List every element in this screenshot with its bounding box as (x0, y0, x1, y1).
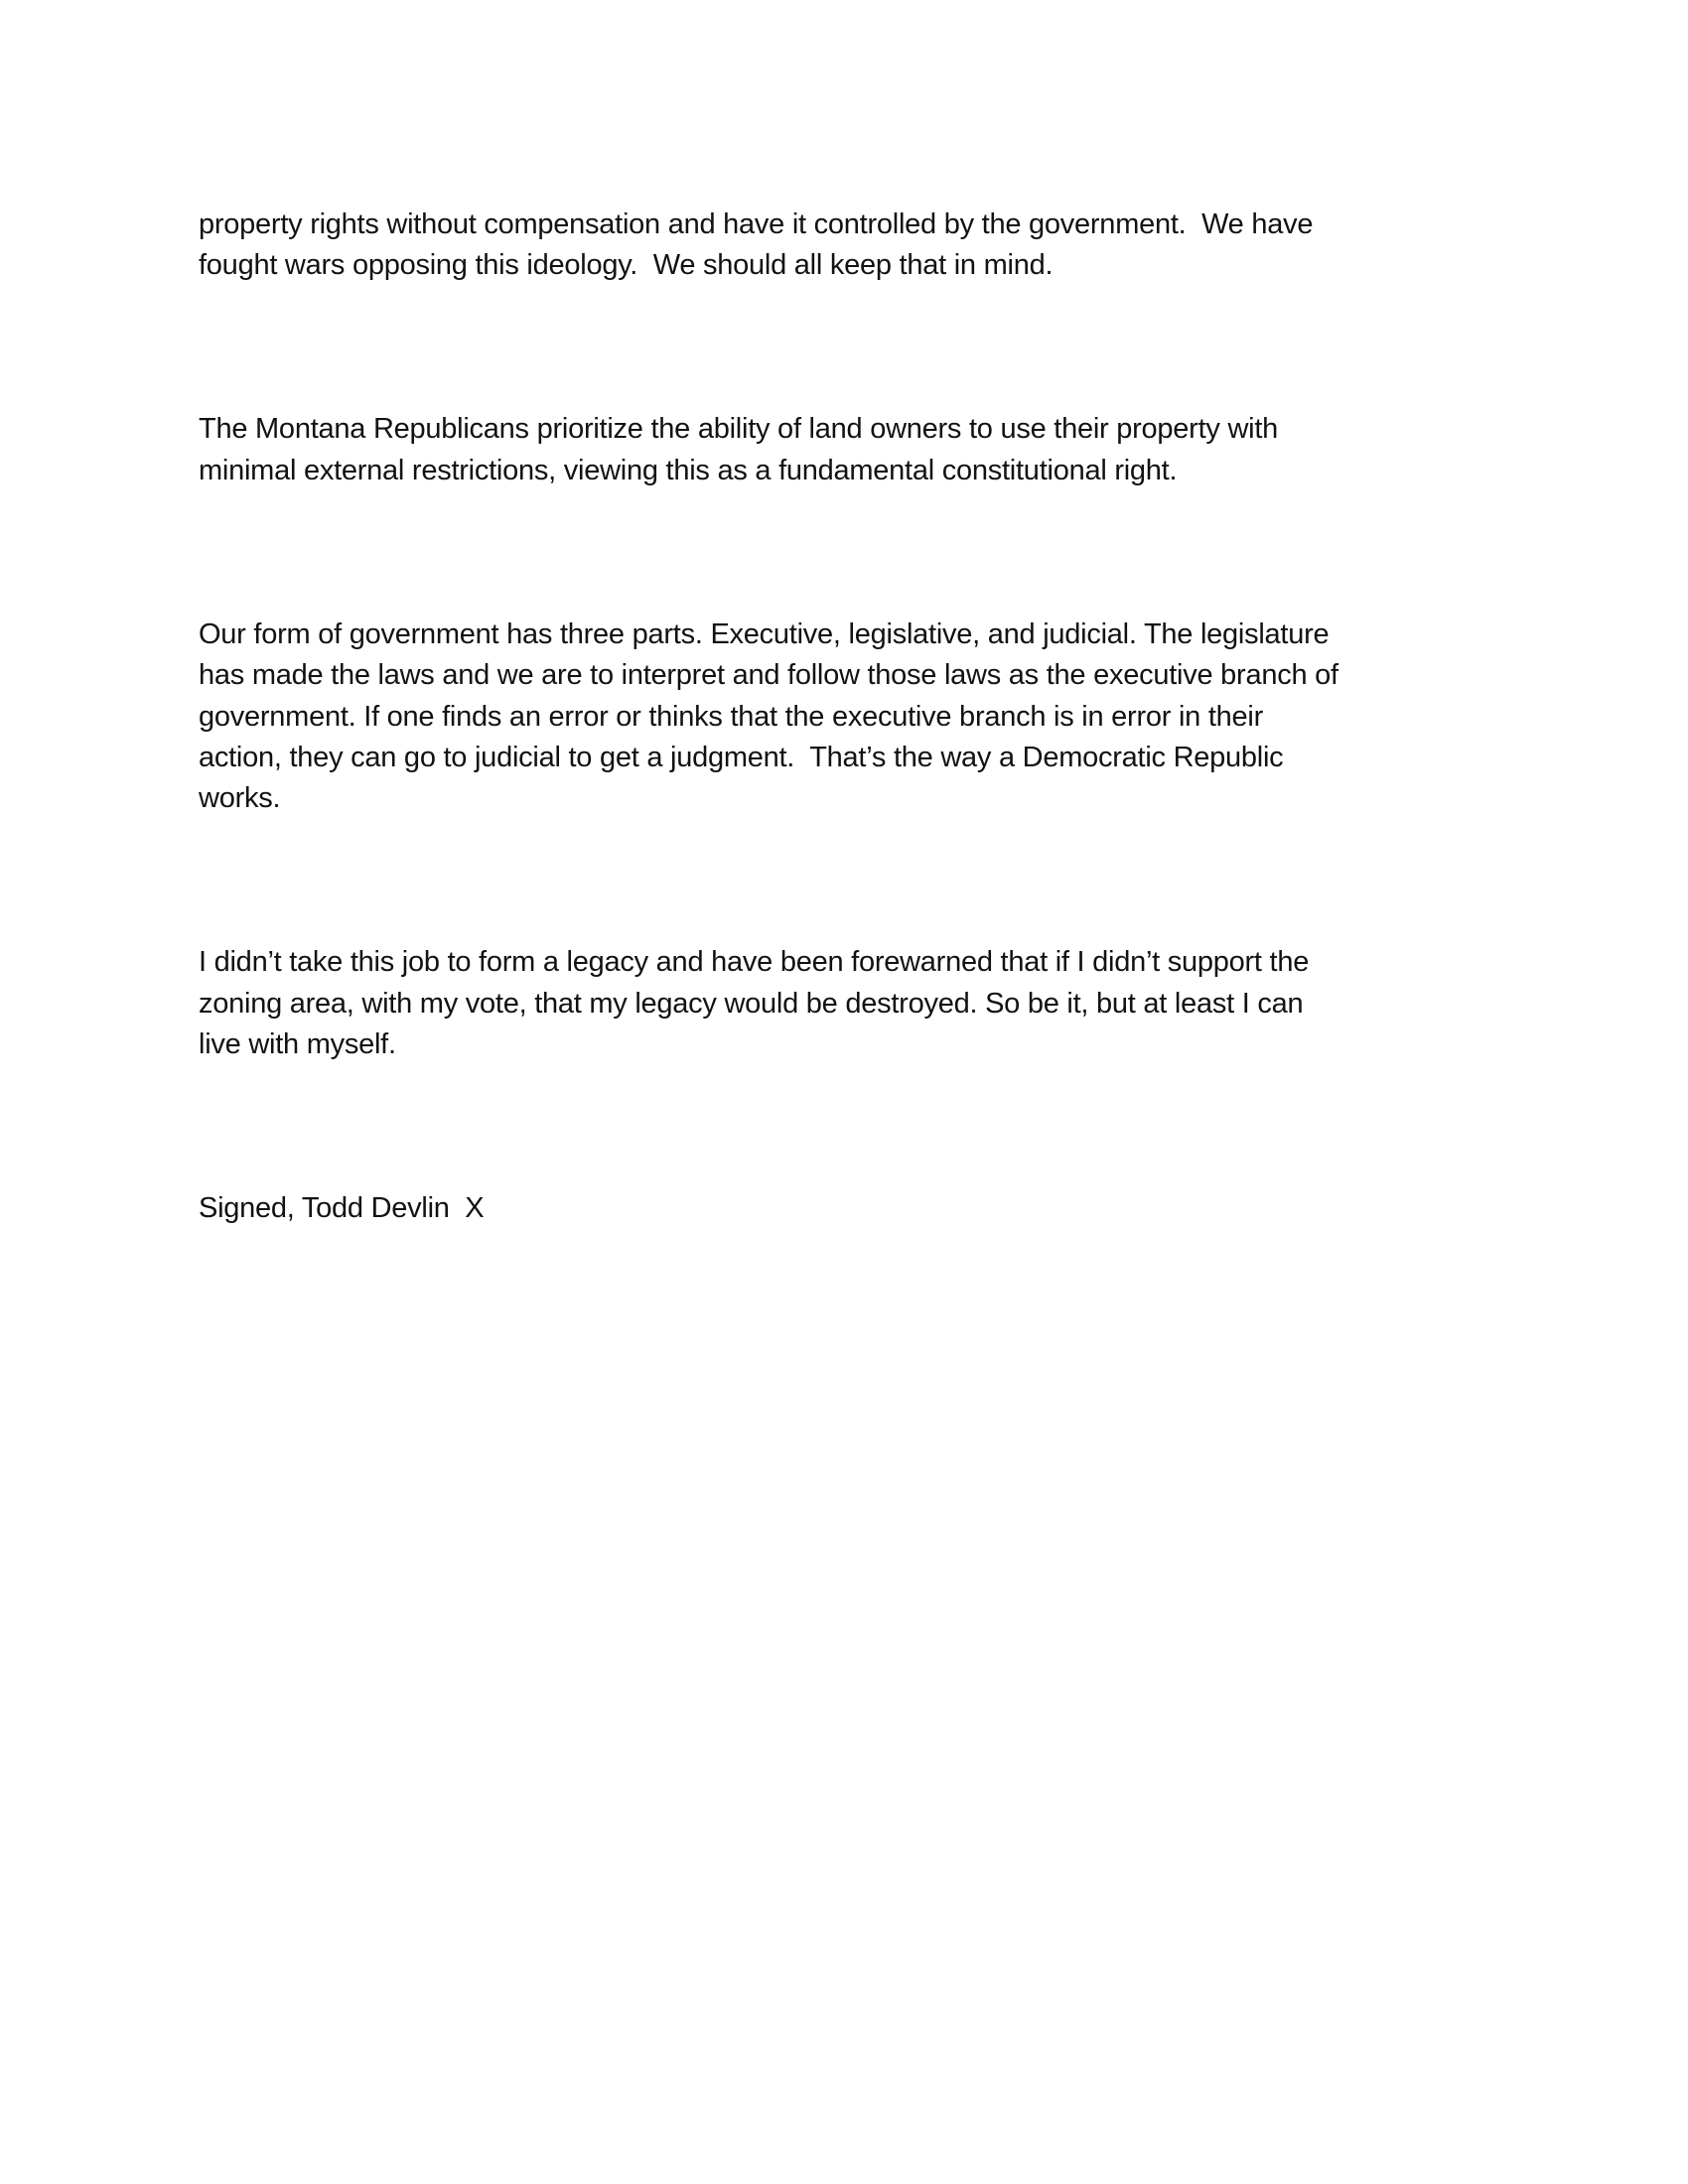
text-line: live with myself. (199, 1027, 396, 1060)
document-body (199, 205, 1589, 1229)
text-line: zoning area, with my vote, that my legacy would be destroyed. So be it, but at least I can (199, 987, 1304, 1020)
text-line: Our form of government has three parts. Executive, legislative, and judicial. The legislature (199, 617, 1330, 650)
paragraph-legacy (199, 942, 1589, 1065)
text-line: The Montana Republicans prioritize the ability of land owners to use their property with (199, 413, 1279, 446)
paragraph-property-rights (199, 205, 1589, 287)
text-line: government. If one finds an error or thinks that the executive branch is in error in their (199, 700, 1263, 733)
signature-line (199, 1188, 1589, 1229)
text-line: works. (199, 782, 281, 815)
text-line: property rights without compensation and have it controlled by the government. We have (199, 208, 1314, 240)
text-line: minimal external restrictions, viewing this as a fundamental constitutional right. (199, 454, 1178, 486)
paragraph-form-of-government (199, 614, 1589, 819)
paragraph-montana-republicans (199, 409, 1589, 491)
text-line: action, they can go to judicial to get a judgment. That’s the way a Democratic Republic (199, 741, 1284, 773)
text-line: I didn’t take this job to form a legacy and have been forewarned that if I didn’t support the (199, 946, 1310, 979)
signature-text: Signed, Todd Devlin X (199, 1192, 485, 1225)
text-line: fought wars opposing this ideology. We should all keep that in mind. (199, 249, 1054, 282)
text-line: has made the laws and we are to interpret and follow those laws as the executive branch of (199, 659, 1338, 692)
